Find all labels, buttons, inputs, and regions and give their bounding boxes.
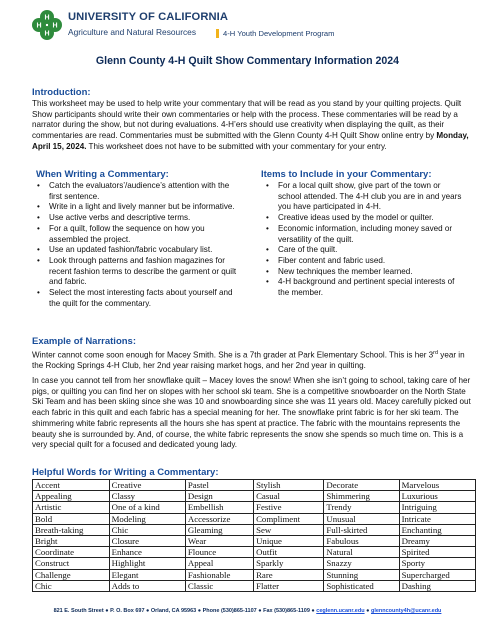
table-cell: Outfit [254, 547, 324, 558]
footer-address: 821 E. South Street ● P. O. Box 697 ● Orland, CA 95963 ● Phone (530)865-1107 ● Fax (530)865-1109 ● [53, 608, 317, 614]
table-cell: Stylish [254, 480, 324, 491]
svg-text:H: H [36, 22, 42, 30]
list-item: • Care of the quilt. [278, 245, 465, 256]
table-cell: Gleaming [185, 524, 253, 535]
table-row [33, 547, 476, 558]
table-cell: Accessorize [185, 513, 253, 524]
table-row [33, 536, 476, 547]
list-item: • Use active verbs and descriptive terms. [49, 213, 244, 224]
footer-link-website[interactable]: ceglenn.ucanr.edu [316, 608, 365, 614]
example-paragraph-2: In case you cannot tell from her snowflake quilt – Macey loves the snow! When she isn’t going to school, taking care of her pigs, or quilting you can find her on slopes with her school ski team. She is a competitive snowboarder on the North State Ski Team and has been skiing since she was 10 and snowboarding since she was 11 years old. Macey carefully picked out each fabric in this quilt and each fabric has a special meaning for her. The snowflake print fabric is for her ski team. The shimmering white fabric represents all the hours she has spent at practice. The fabric with the mountains represents the beauty she is surrounded by. And, of course, the white fabric represents the snow she spends so much time on. This is a very special quilt for a focused and dedicated young lady. [32, 376, 471, 450]
table-row [33, 502, 476, 513]
table-cell: Casual [254, 491, 324, 502]
table-cell: Elegant [109, 569, 185, 580]
table-cell: One of a kind [109, 502, 185, 513]
example-heading: Example of Narrations: [32, 336, 136, 347]
org-name: UNIVERSITY OF CALIFORNIA [68, 11, 229, 23]
table-row [33, 524, 476, 535]
letterhead [30, 8, 470, 42]
table-cell: Chic [109, 524, 185, 535]
table-cell: Decorate [324, 480, 399, 491]
table-cell: Appealing [33, 491, 110, 502]
table-cell: Marvelous [399, 480, 475, 491]
list-item: • Creative ideas used by the model or quilter. [278, 213, 465, 224]
table-cell: Chic [33, 580, 110, 591]
page-title: Glenn County 4-H Quilt Show Commentary Information 2024 [95, 55, 400, 67]
table-cell: Artistic [33, 502, 110, 513]
table-cell: Festive [254, 502, 324, 513]
table-cell: Pastel [185, 480, 253, 491]
table-cell: Sporty [399, 558, 475, 569]
table-row [33, 569, 476, 580]
table-cell: Enchanting [399, 524, 475, 535]
table-cell: Dashing [399, 580, 475, 591]
table-cell: Intricate [399, 513, 475, 524]
table-cell: Enhance [109, 547, 185, 558]
intro-paragraph [32, 99, 477, 153]
list-item: • For a local quilt show, give part of the town or school attended. The 4-H club you are in and years you have participated in 4-H. [278, 181, 465, 213]
list-item: • Fiber content and fabric used. [278, 256, 465, 267]
table-cell: Closure [109, 536, 185, 547]
table-cell: Rare [254, 569, 324, 580]
table-cell: Stunning [324, 569, 399, 580]
table-cell: Snazzy [324, 558, 399, 569]
table-cell: Dreamy [399, 536, 475, 547]
table-cell: Natural [324, 547, 399, 558]
list-item: • Select the most interesting facts about yourself and the quilt for the commentary. [49, 288, 244, 309]
list-item: • Catch the evaluators’/audience’s attention with the first sentence. [49, 181, 244, 202]
deadline-date: Monday, April 15, 2024. [32, 131, 469, 151]
table-cell: Spirited [399, 547, 475, 558]
table-cell: Adds to [109, 580, 185, 591]
table-cell: Flatter [254, 580, 324, 591]
table-cell: Accent [33, 480, 110, 491]
svg-text:H: H [44, 30, 50, 38]
table-row [33, 558, 476, 569]
table-cell: Wear [185, 536, 253, 547]
table-cell: Challenge [33, 569, 110, 580]
table-cell: Bold [33, 513, 110, 524]
table-row [33, 513, 476, 524]
list-item: • Look through patterns and fashion magazines for recent fashion terms to describe the garment or quilt and fabric. [49, 256, 244, 288]
example-paragraph-1 [32, 348, 477, 372]
table-cell: Classy [109, 491, 185, 502]
table-cell: Trendy [324, 502, 399, 513]
table-cell: Sophisticated [324, 580, 399, 591]
svg-text:H: H [52, 22, 58, 30]
program-divider [216, 29, 219, 38]
table-cell: Embellish [185, 502, 253, 513]
table-row [33, 580, 476, 591]
table-cell: Unique [254, 536, 324, 547]
table-cell: Bright [33, 536, 110, 547]
table-cell: Construct [33, 558, 110, 569]
table-cell: Design [185, 491, 253, 502]
table-cell: Intriguing [399, 502, 475, 513]
list-item: • Use an updated fashion/fabric vocabulary list. [49, 245, 244, 256]
example-text: Winter cannot come soon enough for Macey Smith. She is a 7th grader at Park Elementary School. This is her 3 [32, 350, 434, 360]
table-cell: Coordinate [33, 547, 110, 558]
list-item: • Economic information, including money saved or versatility of the quilt. [278, 224, 465, 245]
table-cell: Breath-taking [33, 524, 110, 535]
table-cell: Fabulous [324, 536, 399, 547]
table-cell: Compliment [254, 513, 324, 524]
table-cell: Classic [185, 580, 253, 591]
list-item: • 4-H background and pertinent special interests of the member. [278, 277, 465, 298]
table-cell: Sew [254, 524, 324, 535]
writing-tips-heading: When Writing a Commentary: [36, 169, 169, 180]
table-cell: Appeal [185, 558, 253, 569]
table-cell: Fashionable [185, 569, 253, 580]
table-cell: Modeling [109, 513, 185, 524]
table-cell: Full-skirted [324, 524, 399, 535]
table-cell: Supercharged [399, 569, 475, 580]
example-text-end: year in the Rocking Springs 4-H Club, her 2nd year raising market hogs, and her 2nd year in quilting. [32, 350, 465, 371]
intro-text-end: This worksheet does not have to be submitted with your commentary for your entry. [86, 141, 387, 151]
footer-separator: ● [364, 608, 371, 614]
include-items-section [261, 169, 465, 299]
program-name: 4-H Youth Development Program [223, 29, 335, 38]
svg-text:H: H [44, 14, 50, 22]
writing-tips-section [32, 169, 244, 309]
table-row [33, 491, 476, 502]
include-items-heading: Items to Include in your Commentary: [261, 169, 432, 180]
words-heading: Helpful Words for Writing a Commentary: [32, 467, 219, 478]
table-cell: Highlight [109, 558, 185, 569]
intro-text: This worksheet may be used to help write your commentary that will be read as you stand by your quilting projects. Quilt Show participants should write their own commentaries or help with the process. These commentaries will be read by a narrator during the show, but not during evaluations. 4-H’ers should use creativity when displaying the quilt, as their commentaries are read. Commentaries must be submitted with the Glenn County 4-H Quilt Show online entry by [32, 99, 462, 141]
table-cell: Creative [109, 480, 185, 491]
intro-heading: Introduction: [32, 87, 91, 98]
division-name: Agriculture and Natural Resources [68, 27, 197, 37]
list-item: • For a quilt, follow the sequence on how you assembled the project. [49, 224, 244, 245]
table-cell: Unusual [324, 513, 399, 524]
footer [0, 608, 495, 614]
table-cell: Luxurious [399, 491, 475, 502]
list-item: • Write in a light and lively manner but be informative. [49, 202, 244, 213]
table-cell: Sparkly [254, 558, 324, 569]
list-item: • New techniques the member learned. [278, 267, 465, 278]
table-row [33, 480, 476, 491]
ordinal-suffix: rd [433, 350, 439, 356]
footer-link-email[interactable]: glenncounty4h@ucanr.edu [370, 608, 442, 614]
table-cell: Flounce [185, 547, 253, 558]
table-cell: Shimmering [324, 491, 399, 502]
helpful-words-table [32, 479, 476, 592]
4-h-clover-icon [30, 8, 64, 42]
